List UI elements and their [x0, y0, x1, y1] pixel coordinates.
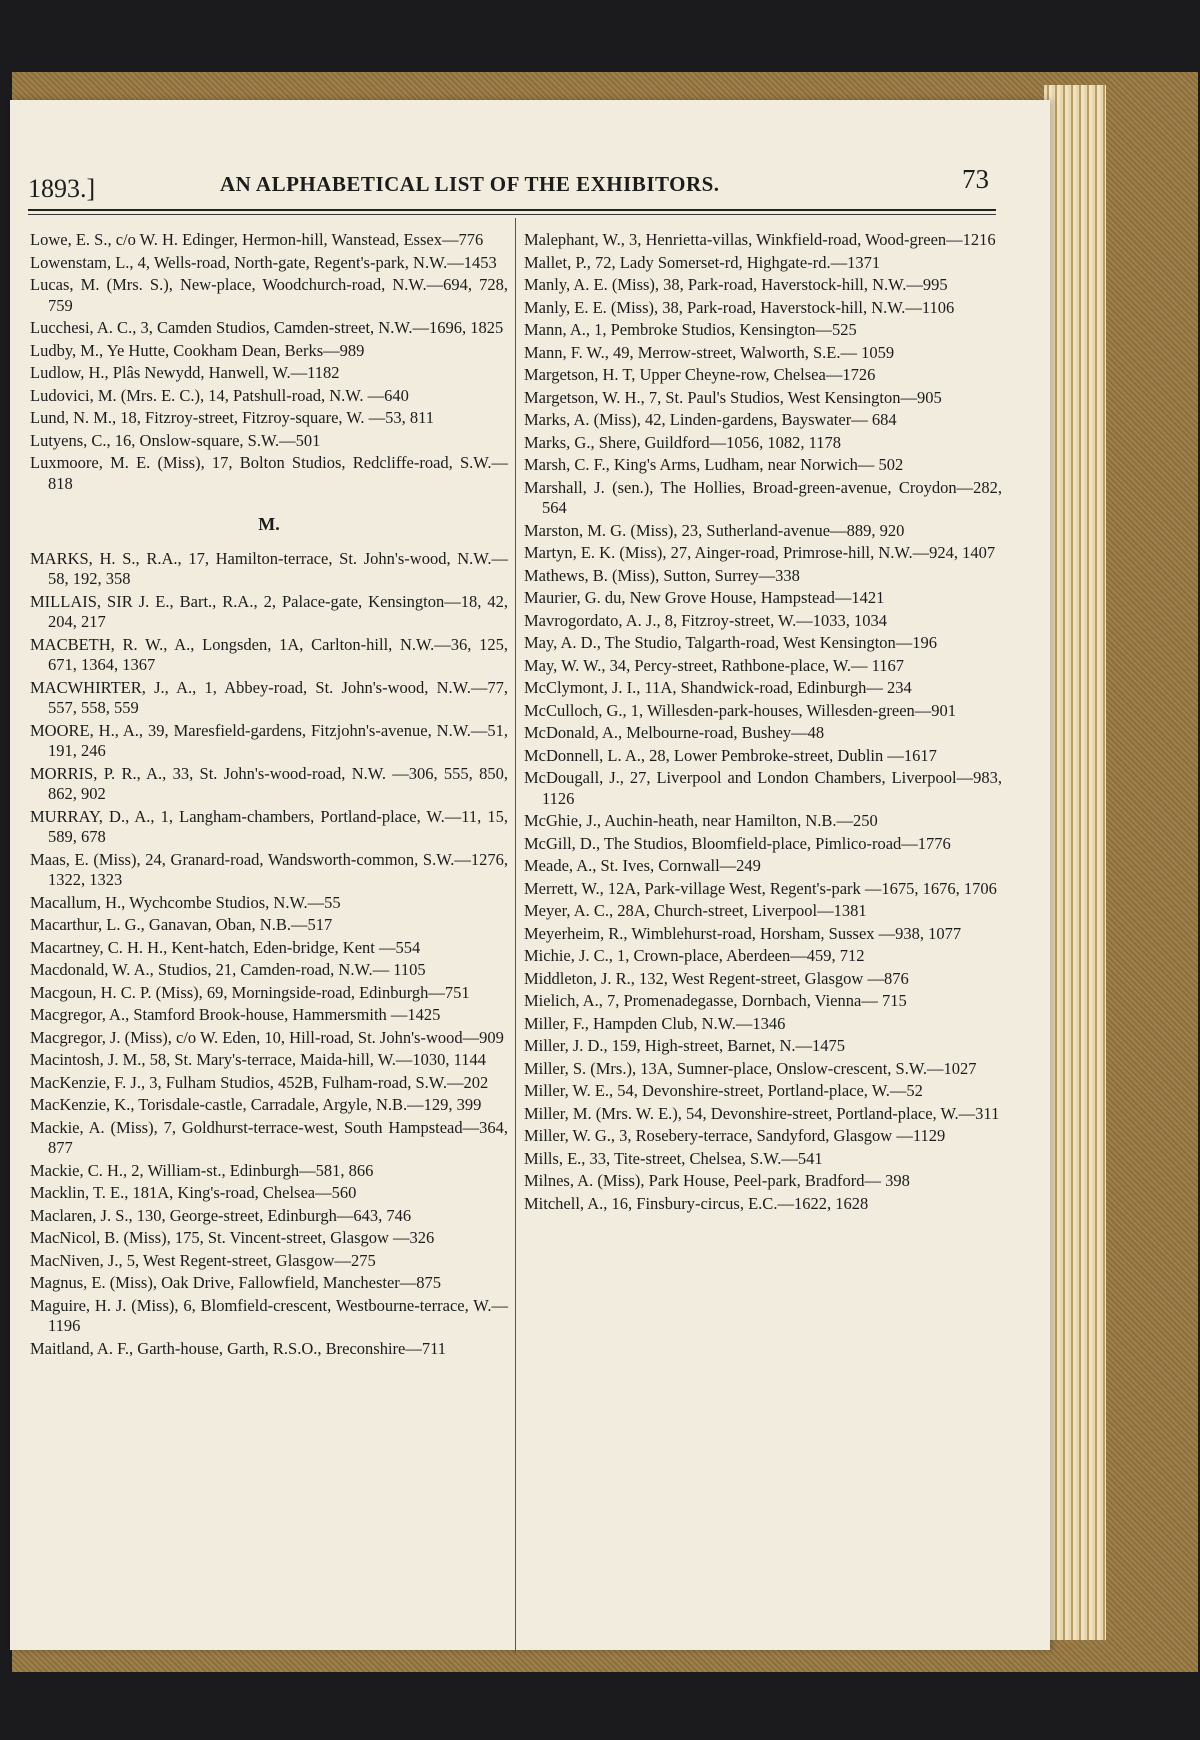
exhibitor-entry: Macartney, C. H. H., Kent-hatch, Eden-bridge, Kent —554 [30, 937, 421, 957]
exhibitor-entry: MARKS, H. S., R.A., 17, Hamilton-terrace, St. John's-wood, N.W.—58, 192, 358 [30, 548, 508, 588]
exhibitor-entry: MACBETH, R. W., A., Longsden, 1A, Carlton-hill, N.W.—36, 125, 671, 1364, 1367 [30, 634, 508, 674]
exhibitor-entry: Mackie, A. (Miss), 7, Goldhurst-terrace-west, South Hampstead—364, 877 [30, 1117, 508, 1157]
exhibitor-entry: McGill, D., The Studios, Bloomfield-place, Pimlico-road—1776 [524, 833, 951, 853]
exhibitor-entry: Manly, E. E. (Miss), 38, Park-road, Haverstock-hill, N.W.—1106 [524, 297, 955, 317]
exhibitor-entry: Maas, E. (Miss), 24, Granard-road, Wandsworth-common, S.W.—1276, 1322, 1323 [30, 849, 508, 889]
page-edges [1044, 85, 1106, 1640]
exhibitor-entry: May, A. D., The Studio, Talgarth-road, West Kensington—196 [524, 633, 938, 652]
exhibitor-entry: Miller, S. (Mrs.), 13A, Sumner-place, Onslow-crescent, S.W.—1027 [524, 1058, 977, 1078]
exhibitor-entry: Margetson, H. T, Upper Cheyne-row, Chelsea—1726 [524, 365, 876, 384]
exhibitor-entry: MOORE, H., A., 39, Maresfield-gardens, Fitzjohn's-avenue, N.W.—51, 191, 246 [30, 720, 508, 760]
exhibitor-entry: McDonnell, L. A., 28, Lower Pembroke-street, Dublin —1617 [524, 745, 937, 765]
exhibitor-entry: Macintosh, J. M., 58, St. Mary's-terrace, Maida-hill, W.—1030, 1144 [30, 1050, 487, 1069]
exhibitor-entry: Magnus, E. (Miss), Oak Drive, Fallowfield, Manchester—875 [30, 1273, 442, 1292]
exhibitor-entry: Martyn, E. K. (Miss), 27, Ainger-road, Primrose-hill, N.W.—924, 1407 [524, 543, 996, 562]
year-header: 1893.] [28, 174, 96, 203]
exhibitor-entry: McDougall, J., 27, Liverpool and London Chambers, Liverpool—983, 1126 [524, 768, 1002, 808]
exhibitor-entry: Maitland, A. F., Garth-house, Garth, R.S.O., Breconshire—711 [30, 1338, 447, 1358]
exhibitor-entry: Maclaren, J. S., 130, George-street, Edinburgh—643, 746 [30, 1205, 412, 1225]
exhibitor-entry: Lutyens, C., 16, Onslow-square, S.W.—501 [30, 430, 321, 450]
exhibitor-entry: Mielich, A., 7, Promenadegasse, Dornbach, Vienna— 715 [524, 991, 907, 1010]
exhibitor-entry: Mackie, C. H., 2, William-st., Edinburgh—581, 866 [30, 1160, 374, 1180]
exhibitor-entry: Lowenstam, L., 4, Wells-road, North-gate, Regent's-park, N.W.—1453 [30, 252, 497, 272]
exhibitor-entry: Michie, J. C., 1, Crown-place, Aberdeen—459, 712 [524, 946, 865, 965]
header-rule [28, 209, 996, 211]
exhibitor-entry: Miller, F., Hampden Club, N.W.—1346 [524, 1013, 786, 1033]
exhibitor-entry: Meyer, A. C., 28A, Church-street, Liverpool—1381 [524, 901, 867, 920]
exhibitor-entry: Mann, A., 1, Pembroke Studios, Kensington—525 [524, 320, 857, 339]
exhibitor-entry: Mann, F. W., 49, Merrow-street, Walworth, S.E.— 1059 [524, 342, 895, 362]
exhibitor-entry: McCulloch, G., 1, Willesden-park-houses, Willesden-green—901 [524, 700, 957, 720]
exhibitor-entry: McGhie, J., Auchin-heath, near Hamilton, N.B.—250 [524, 811, 878, 830]
exhibitor-entry: Miller, M. (Mrs. W. E.), 54, Devonshire-street, Portland-place, W.—311 [524, 1103, 1000, 1123]
exhibitor-entry: Ludlow, H., Plâs Newydd, Hanwell, W.—1182 [30, 363, 340, 382]
exhibitor-entry: Miller, W. G., 3, Rosebery-terrace, Sandyford, Glasgow —1129 [524, 1126, 946, 1145]
exhibitor-entry: Marsh, C. F., King's Arms, Ludham, near Norwich— 502 [524, 455, 904, 474]
exhibitor-entry: McClymont, J. I., 11A, Shandwick-road, Edinburgh— 234 [524, 678, 912, 697]
exhibitor-entry: Maguire, H. J. (Miss), 6, Blomfield-crescent, Westbourne-terrace, W.—1196 [30, 1295, 508, 1335]
exhibitor-entry: MILLAIS, SIR J. E., Bart., R.A., 2, Palace-gate, Kensington—18, 42, 204, 217 [30, 591, 508, 631]
exhibitor-entry: Meyerheim, R., Wimblehurst-road, Horsham, Sussex —938, 1077 [524, 923, 962, 943]
exhibitor-entry: Meade, A., St. Ives, Cornwall—249 [524, 856, 761, 875]
exhibitor-entry: Malephant, W., 3, Henrietta-villas, Winkfield-road, Wood-green—1216 [524, 230, 996, 249]
exhibitor-entry: Lucas, M. (Mrs. S.), New-place, Woodchurch-road, N.W.—694, 728, 759 [30, 275, 508, 315]
exhibitor-entry: MACWHIRTER, J., A., 1, Abbey-road, St. John's-wood, N.W.—77, 557, 558, 559 [30, 677, 508, 717]
exhibitor-entry: MORRIS, P. R., A., 33, St. John's-wood-road, N.W. —306, 555, 850, 862, 902 [30, 763, 508, 803]
exhibitor-entry: Margetson, W. H., 7, St. Paul's Studios, West Kensington—905 [524, 387, 942, 407]
section-heading: M. [258, 514, 280, 534]
exhibitor-entry: Mallet, P., 72, Lady Somerset-rd, Highgate-rd.—1371 [524, 252, 881, 272]
exhibitor-entry: Luxmoore, M. E. (Miss), 17, Bolton Studios, Redcliffe-road, S.W.—818 [30, 453, 508, 493]
exhibitor-entry: MacNicol, B. (Miss), 175, St. Vincent-street, Glasgow —326 [30, 1228, 435, 1247]
exhibitor-entry: Macklin, T. E., 181A, King's-road, Chelsea—560 [30, 1183, 357, 1202]
exhibitor-entry: Mitchell, A., 16, Finsbury-circus, E.C.—1622, 1628 [524, 1193, 869, 1213]
exhibitor-entry: MURRAY, D., A., 1, Langham-chambers, Portland-place, W.—11, 15, 589, 678 [30, 806, 508, 846]
exhibitor-entry: MacNiven, J., 5, West Regent-street, Glasgow—275 [30, 1250, 376, 1270]
exhibitor-entry: Macdonald, W. A., Studios, 21, Camden-road, N.W.— 1105 [30, 960, 426, 979]
header-rule-thin [28, 214, 996, 215]
page-title: AN ALPHABETICAL LIST OF THE EXHIBITORS. [220, 172, 720, 196]
exhibitor-entry: Mills, E., 33, Tite-street, Chelsea, S.W.—541 [524, 1148, 823, 1168]
exhibitor-entry: Marshall, J. (sen.), The Hollies, Broad-green-avenue, Croydon—282, 564 [524, 477, 1002, 517]
exhibitor-entry: Macgoun, H. C. P. (Miss), 69, Morningside-road, Edinburgh—751 [30, 982, 470, 1002]
exhibitor-entry: Middleton, J. R., 132, West Regent-street, Glasgow —876 [524, 968, 909, 988]
exhibitor-entry: Mavrogordato, A. J., 8, Fitzroy-street, W.—1033, 1034 [524, 610, 887, 630]
exhibitor-entry: Macgregor, A., Stamford Brook-house, Hammersmith —1425 [30, 1005, 441, 1024]
exhibitor-entry: Manly, A. E. (Miss), 38, Park-road, Haverstock-hill, N.W.—995 [524, 275, 948, 294]
exhibitor-entry: Maurier, G. du, New Grove House, Hampstead—1421 [524, 588, 885, 607]
exhibitor-entry: Ludovici, M. (Mrs. E. C.), 14, Patshull-road, N.W. —640 [30, 385, 409, 405]
exhibitor-entry: Miller, W. E., 54, Devonshire-street, Portland-place, W.—52 [524, 1081, 923, 1100]
exhibitor-entry: Merrett, W., 12A, Park-village West, Regent's-park —1675, 1676, 1706 [524, 878, 997, 898]
right-column [524, 230, 1002, 1216]
page-number: 73 [962, 164, 989, 194]
column-divider [515, 218, 516, 1653]
left-entries-after-section [30, 549, 508, 1360]
exhibitor-entry: Marks, A. (Miss), 42, Linden-gardens, Bayswater— 684 [524, 410, 897, 429]
exhibitor-entry: MacKenzie, K., Torisdale-castle, Carradale, Argyle, N.B.—129, 399 [30, 1095, 482, 1114]
exhibitor-entry: Marston, M. G. (Miss), 23, Sutherland-avenue—889, 920 [524, 520, 905, 540]
exhibitor-entry: Ludby, M., Ye Hutte, Cookham Dean, Berks—989 [30, 340, 365, 360]
exhibitor-entry: Mathews, B. (Miss), Sutton, Surrey—338 [524, 565, 800, 585]
exhibitor-entry: Lucchesi, A. C., 3, Camden Studios, Camden-street, N.W.—1696, 1825 [30, 318, 504, 337]
exhibitor-entry: Marks, G., Shere, Guildford—1056, 1082, 1178 [524, 432, 841, 452]
exhibitor-entry: McDonald, A., Melbourne-road, Bushey—48 [524, 723, 825, 742]
exhibitor-entry: Macarthur, L. G., Ganavan, Oban, N.B.—517 [30, 915, 333, 934]
exhibitor-entry: Miller, J. D., 159, High-street, Barnet, N.—1475 [524, 1036, 846, 1055]
exhibitor-entry: Macgregor, J. (Miss), c/o W. Eden, 10, Hill-road, St. John's-wood—909 [30, 1027, 504, 1047]
left-column [30, 230, 508, 1361]
exhibitor-entry: Macallum, H., Wychcombe Studios, N.W.—55 [30, 892, 341, 912]
book-page [10, 100, 1050, 1650]
exhibitor-entry: Lund, N. M., 18, Fitzroy-street, Fitzroy-square, W. —53, 811 [30, 408, 435, 427]
exhibitor-entry: Milnes, A. (Miss), Park House, Peel-park, Bradford— 398 [524, 1171, 910, 1190]
exhibitor-entry: May, W. W., 34, Percy-street, Rathbone-place, W.— 1167 [524, 655, 905, 675]
exhibitor-entry: Lowe, E. S., c/o W. H. Edinger, Hermon-hill, Wanstead, Essex—776 [30, 230, 484, 249]
left-entries-before-section [30, 230, 508, 494]
exhibitor-entry: MacKenzie, F. J., 3, Fulham Studios, 452B, Fulham-road, S.W.—202 [30, 1072, 489, 1092]
right-entries [524, 230, 1002, 1214]
